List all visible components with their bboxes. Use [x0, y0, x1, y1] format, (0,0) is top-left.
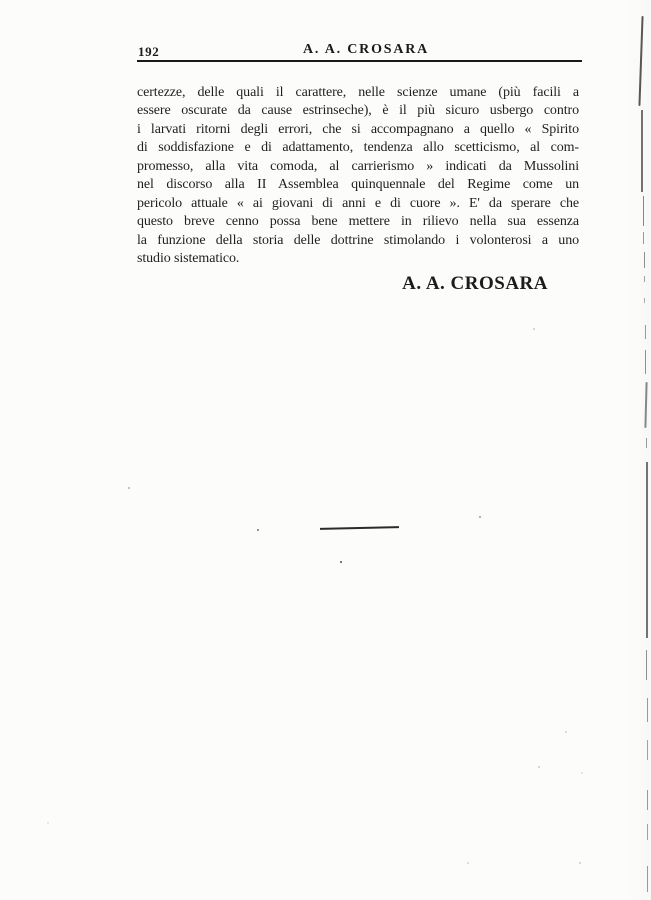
running-header-title: A. A. CROSARA [303, 42, 430, 57]
scan-edge-artifact [643, 196, 644, 226]
paragraph-line: nel discorso alla II Assemblea quinquennale del Regime come un [137, 177, 579, 193]
page-number: 192 [138, 44, 160, 59]
ink-speck [257, 529, 259, 531]
scan-edge-artifact [643, 232, 644, 244]
scan-edge-artifact [646, 438, 647, 448]
paragraph-line: promesso, alla vita comoda, al carrierismo » indicati da Mussolini [137, 158, 579, 174]
ink-speck [579, 862, 581, 864]
ink-speck [340, 561, 342, 563]
ink-speck [581, 772, 583, 774]
scan-edge-artifact [646, 650, 647, 680]
ink-speck [533, 328, 535, 330]
ink-speck [467, 862, 469, 864]
paragraph-line: essere oscurate da cause estrinseche), è il più sicuro usbergo contro [137, 103, 579, 119]
ink-speck [538, 766, 540, 768]
scan-edge-artifact [647, 824, 648, 840]
section-divider [320, 526, 399, 530]
ink-speck [565, 731, 567, 733]
paragraph-line: i larvati ritorni degli errori, che si accompagnano a quello « Spirito [137, 121, 579, 137]
scan-edge-artifact [647, 790, 648, 810]
paragraph-line: di soddisfazione e di adattamento, tendenza allo scetticismo, al com- [137, 140, 579, 156]
scan-edge-artifact [644, 252, 645, 268]
scan-edge-artifact [638, 16, 643, 106]
scan-edge-artifact [647, 866, 648, 892]
scan-edge-artifact [644, 382, 647, 428]
paragraph-line: pericolo attuale « ai giovani di anni e di cuore ». E' da sperare che [137, 195, 579, 211]
header-rule [137, 60, 582, 62]
scan-edge-artifact [647, 740, 648, 760]
ink-speck [47, 822, 49, 824]
ink-speck [128, 487, 130, 489]
scan-edge-artifact [645, 325, 646, 339]
scan-edge-artifact [644, 298, 645, 303]
body-paragraph [137, 84, 579, 268]
paragraph-line: certezze, delle quali il carattere, nelle scienze umane (più facili a [137, 85, 579, 100]
ink-speck [479, 516, 481, 518]
scan-edge-artifact [646, 462, 648, 638]
scan-edge-artifact [644, 276, 645, 282]
scan-edge-artifact [645, 350, 646, 374]
scan-edge-artifact [641, 110, 643, 192]
paragraph-line: la funzione della storia delle dottrine stimolando i volonterosi a uno [137, 232, 579, 248]
paragraph-line: studio sistematico. [137, 250, 240, 266]
scan-edge-artifact [647, 698, 648, 722]
paragraph-line: questo breve cenno possa bene mettere in rilievo nella sua essenza [137, 214, 579, 230]
author-signature: A. A. CROSARA [402, 273, 548, 294]
